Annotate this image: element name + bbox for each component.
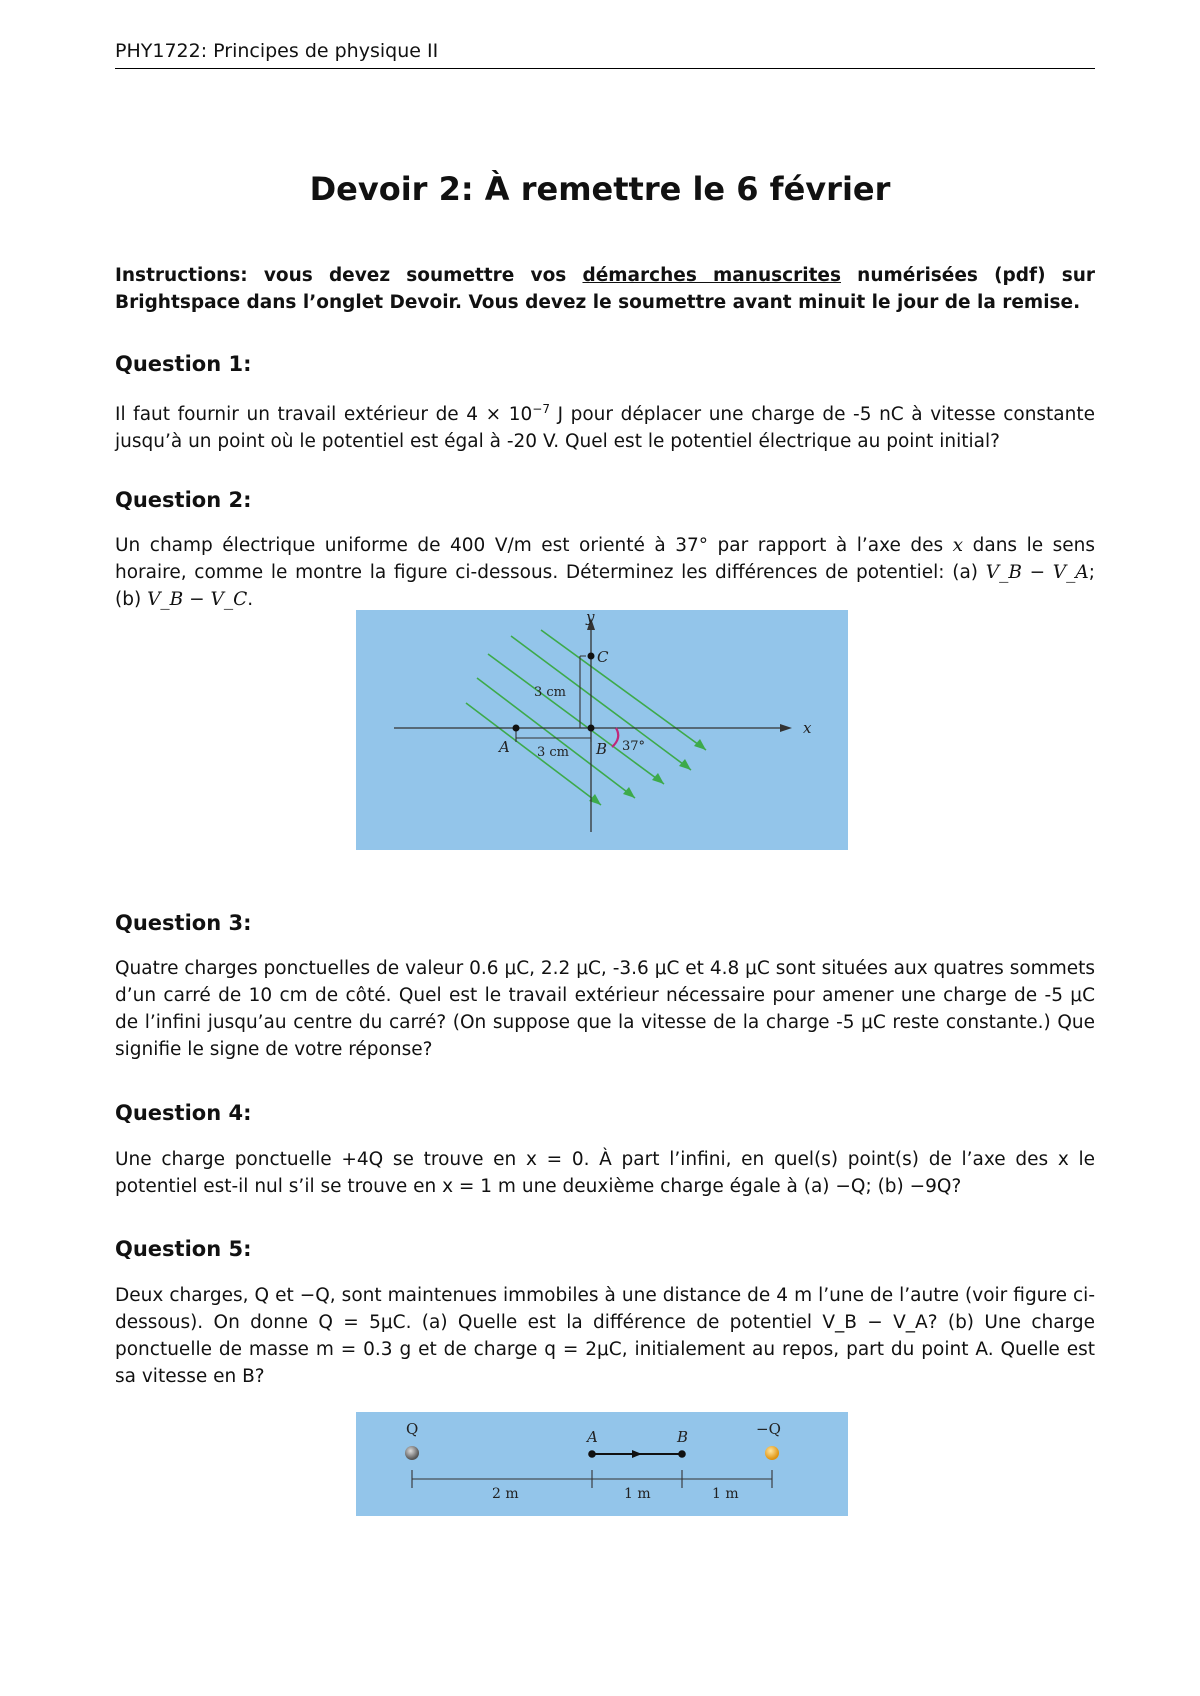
page-title: Devoir 2: À remettre le 6 février [309, 170, 891, 208]
charge-negQ [765, 1446, 779, 1460]
y-axis-label: y [586, 610, 595, 626]
charge-Q [405, 1446, 419, 1460]
course-header [115, 40, 1095, 69]
dimension-label-horizontal: 3 cm [537, 745, 570, 760]
q2-expr-a: V_B − V_A [985, 562, 1089, 583]
instructions-text-2: numérisées (pdf) sur Brightspace dans l’onglet Devoir. Vous devez le soumettre avant minuit le jour de la remise. [115, 265, 1095, 313]
q2-text-c: ; (b) [115, 562, 1095, 610]
point-B [678, 1450, 686, 1458]
instructions [115, 262, 1095, 316]
label-A: A [499, 738, 510, 756]
question-5-heading: Question 5: [115, 1237, 252, 1261]
distance-label-2: 1 m [624, 1486, 651, 1502]
instructions-underlined: démarches manuscrites [582, 265, 841, 286]
question-1-text [115, 396, 1095, 455]
point-A [513, 725, 520, 732]
question-5-text: Deux charges, Q et −Q, sont maintenues immobiles à une distance de 4 m l’une de l’autre (voir figure ci-dessous). On donne Q = 5μC. (a) Quelle est la différence de potentiel V_B − V_A? (b) Une charge ponctuelle de masse m = 0.3 g et de charge q = 2μC, initialement au repos, part du point A. Quelle est sa vitesse en B? [115, 1285, 1095, 1387]
x-axis-label: x [803, 719, 812, 737]
question-2-heading: Question 2: [115, 488, 252, 512]
label-Q: Q [406, 1420, 419, 1438]
dimension-label-vertical: 3 cm [534, 685, 567, 700]
point-B [588, 725, 595, 732]
point-A [588, 1450, 596, 1458]
label-A: A [587, 1428, 598, 1446]
course-title: PHY1722: Principes de physique II [115, 40, 439, 62]
q2-x-var: x [952, 535, 964, 556]
q2-text-b: dans le sens horaire, comme le montre la figure ci-dessous. Déterminez les différences de potentiel: (a) [115, 535, 1095, 583]
question-3-text: Quatre charges ponctuelles de valeur 0.6 μC, 2.2 μC, -3.6 μC et 4.8 μC sont situées aux quatres sommets d’un carré de 10 cm de côté. Quel est le travail extérieur nécessaire pour amener une charge de -5 μC de l’infini jusqu’au centre du carré? (On suppose que la vitesse de la charge -5 μC reste constante.) Que signifie le signe de votre réponse? [115, 958, 1095, 1060]
figure-field-diagram [356, 610, 848, 850]
q2-expr-b: V_B − V_C [147, 589, 248, 610]
question-4-heading: Question 4: [115, 1101, 252, 1125]
question-2-text [115, 532, 1095, 613]
label-B: B [677, 1428, 689, 1446]
q1-text-b: J pour déplacer une charge de -5 nC à vitesse constante jusqu’à un point où le potentiel est égal à -20 V. Quel est le potentiel électrique au point initial? [115, 404, 1096, 453]
charges-diagram-svg [356, 1412, 848, 1516]
figure-1-background [356, 610, 848, 850]
label-negQ: −Q [756, 1420, 781, 1438]
instructions-text-1: Instructions: vous devez soumettre vos [115, 265, 583, 286]
figure-charges-diagram [356, 1412, 848, 1516]
question-3-heading: Question 3: [115, 911, 252, 935]
q2-text-a: Un champ électrique uniforme de 400 V/m est orienté à 37° par rapport à l’axe des [115, 535, 953, 556]
label-C: C [597, 648, 609, 666]
distance-label-3: 1 m [712, 1486, 739, 1502]
q1-exponent: −7 [532, 402, 550, 416]
angle-label: 37° [622, 739, 646, 754]
point-C [588, 653, 595, 660]
label-B: B [596, 740, 608, 758]
q1-text-a: Il faut fournir un travail extérieur de 4 × 10 [115, 404, 533, 426]
distance-label-1: 2 m [492, 1486, 519, 1502]
question-4-text: Une charge ponctuelle +4Q se trouve en x = 0. À part l’infini, en quel(s) point(s) de l’axe des x le potentiel est-il nul s’il se trouve en x = 1 m une deuxième charge égale à (a) −Q; (b) −9Q? [115, 1149, 1095, 1197]
q2-text-d: . [247, 589, 254, 610]
field-diagram-svg [356, 610, 848, 850]
question-1-heading: Question 1: [115, 352, 252, 376]
